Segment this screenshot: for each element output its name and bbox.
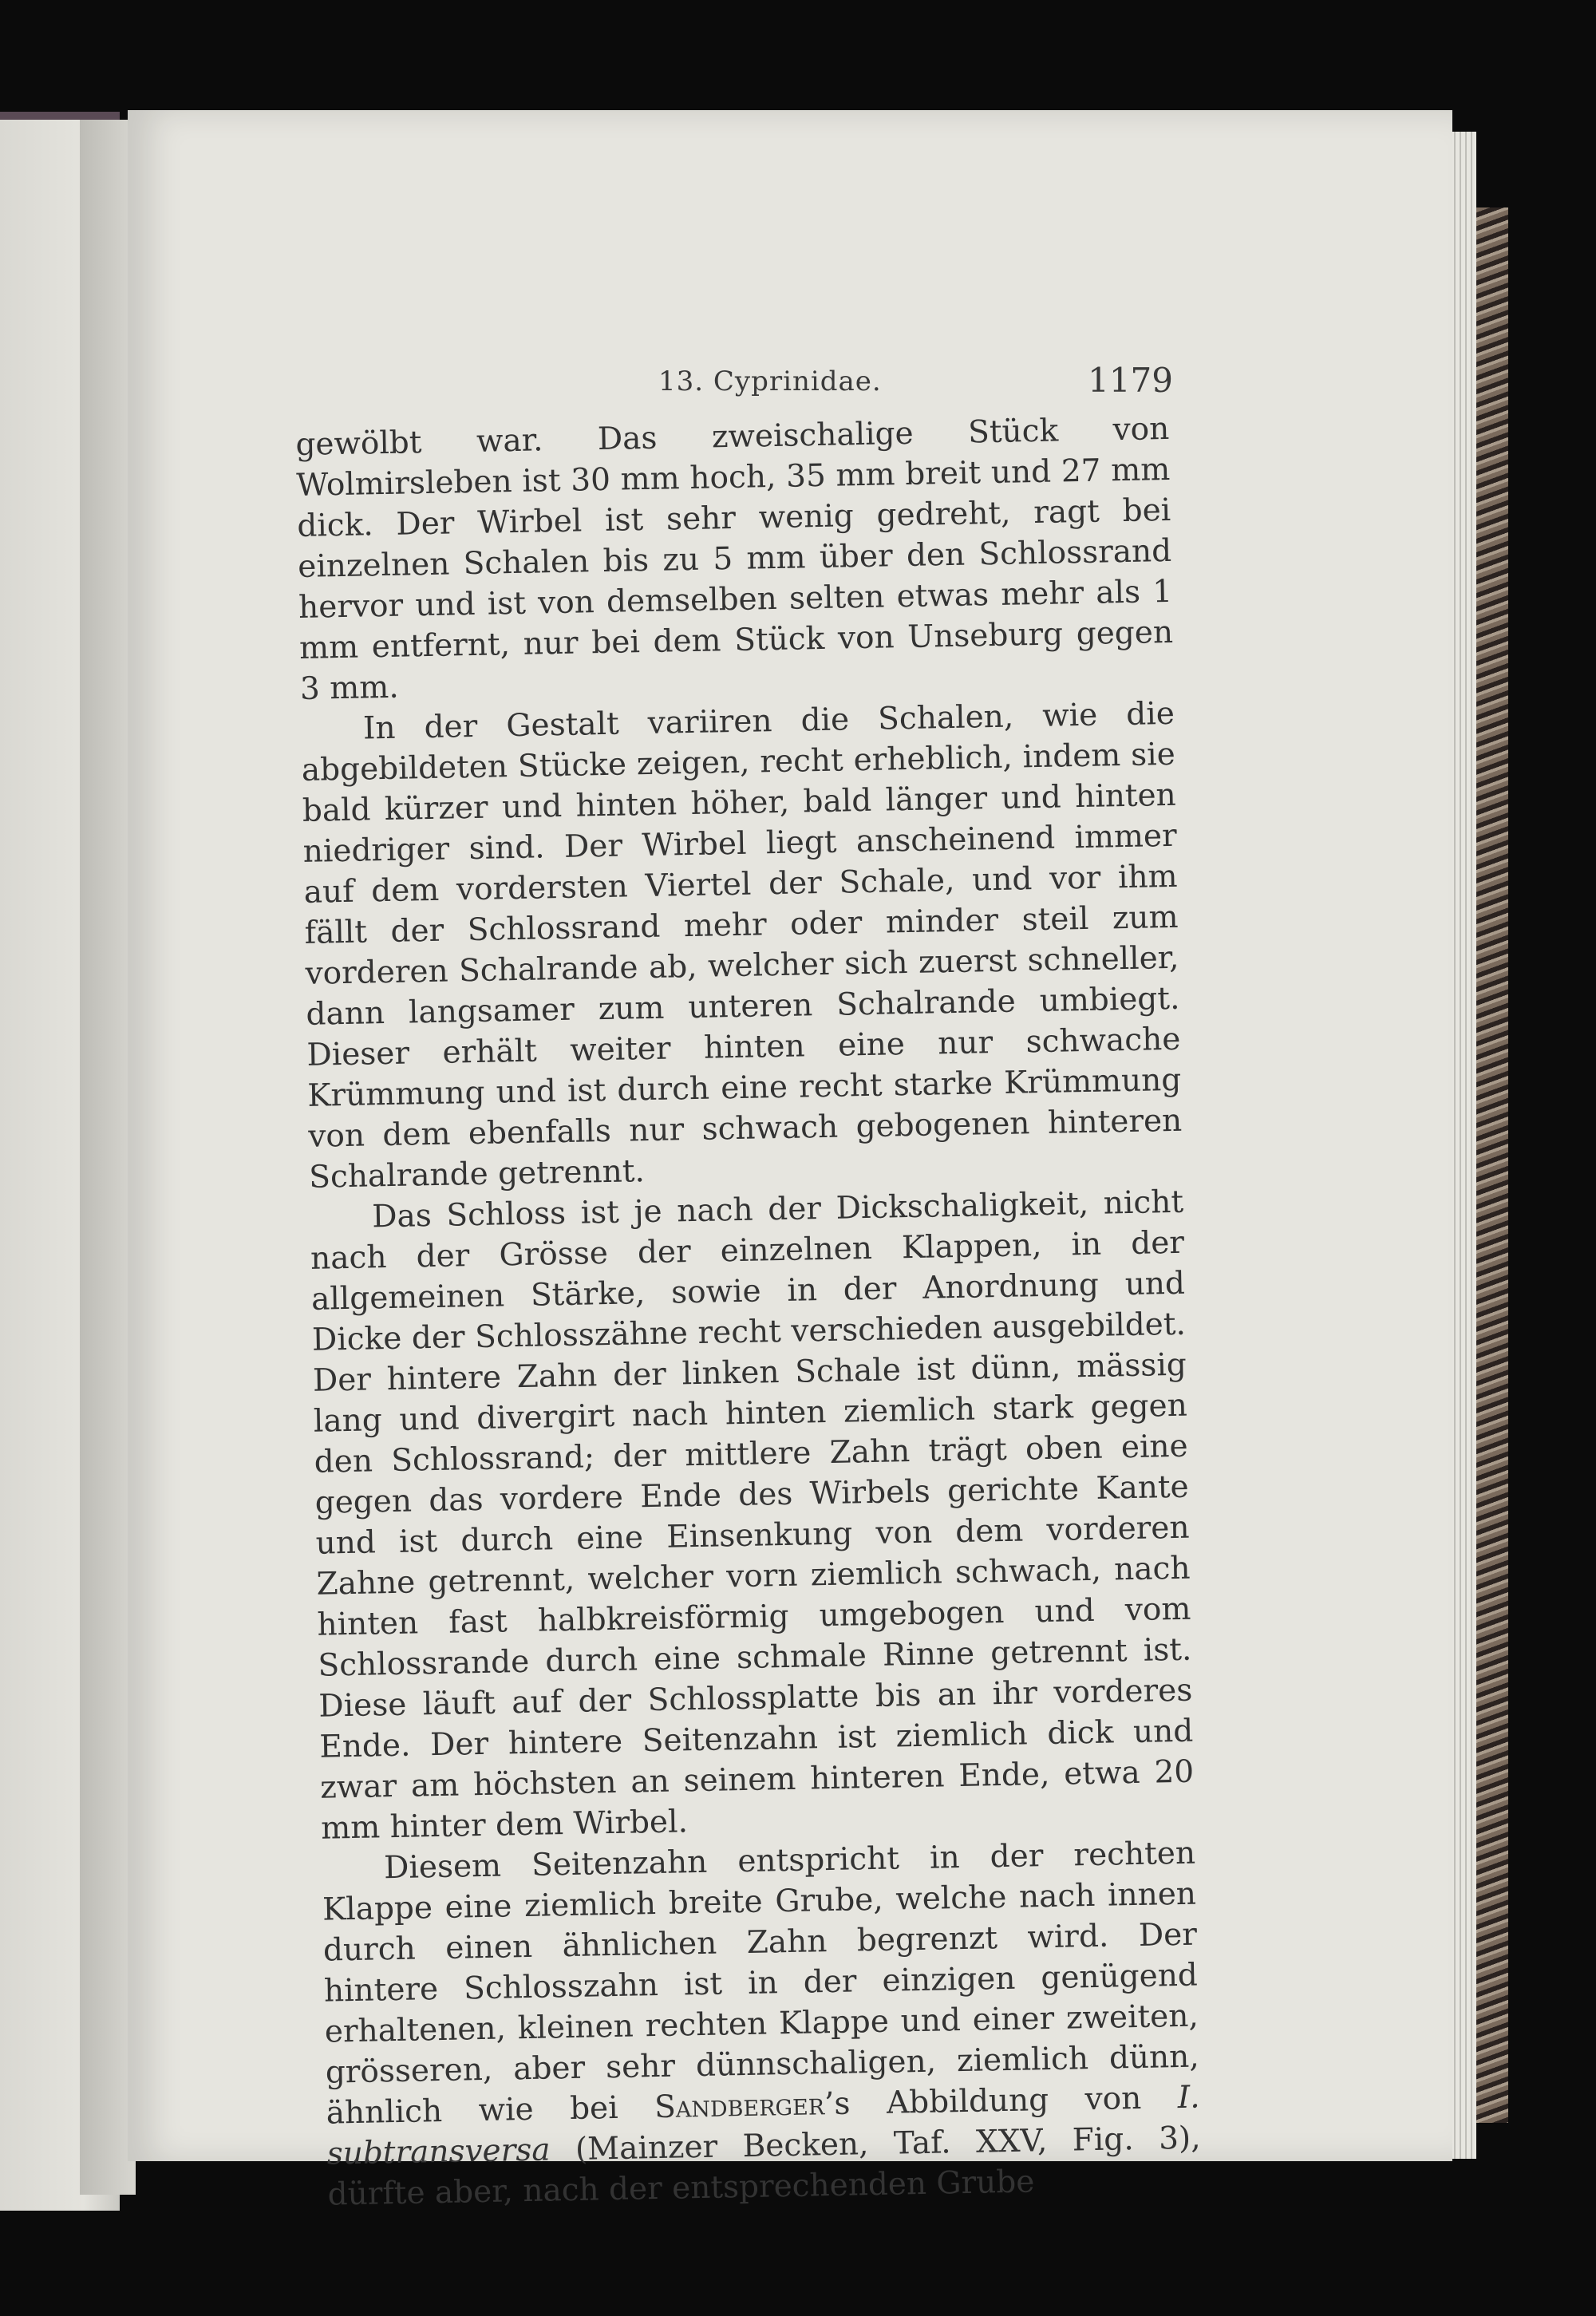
- paragraph-4-text: Diesem Seitenzahn entspricht in der rechten Klappe eine ziemlich breite Grube, welche nach innen durch einen ähnlichen Zahn begrenzt wird. Der hintere Schlosszahn ist in der einzigen genügend erhaltenen, kleinen rechten Klappe und einer zweiten, grösseren, aber sehr dünnschaligen, ziemlich dünn, ähnlich wie bei: [322, 1835, 1200, 2132]
- paragraph-1: gewölbt war. Das zweischalige Stück von Wolmirsleben ist 30 mm hoch, 35 mm breit und 27 mm dick. Der Wirbel ist sehr wenig gedreht, ragt bei einzelnen Schalen bis zu 5 mm über den Schlossrand hervor und ist von demselben selten etwas mehr als 1 mm entfernt, nur bei dem Stück von Unseburg gegen 3 mm.: [295, 410, 1174, 707]
- author-name: Sandberger: [654, 2086, 825, 2126]
- running-head: 13. Cyprinidae.: [658, 366, 882, 397]
- page-number: 1179: [1088, 361, 1173, 400]
- body-text: [295, 409, 1202, 2215]
- marbled-page-edge: [1476, 207, 1508, 2123]
- paragraph-3: Das Schloss ist je nach der Dickschaligkeit, nicht nach der Grösse der einzelnen Klappen, in der allgemeinen Stärke, sowie in der Anordnung und Dicke der Schlosszähne recht verschieden ausgebildet. Der hintere Zahn der linken Schale ist dünn, mässig lang und divergirt nach hinten ziemlich stark gegen den Schlossrand; der mittlere Zahn trägt oben eine gegen das vordere Ende des Wirbels gerichte Kante und ist durch eine Einsenkung von dem vorderen Zahne getrennt, welcher vorn ziemlich schwach, nach hinten fast halbkreisförmig umgebogen und vom Schlossrande durch eine schmale Rinne getrennt ist. Diese läuft auf der Schlossplatte bis an ihr vorderes Ende. Der hintere Seitenzahn ist ziemlich dick und zwar am höchsten an seinem hinteren Ende, etwa 20 mm hinter dem Wirbel.: [310, 1184, 1195, 1847]
- paragraph-2: In der Gestalt variiren die Schalen, wie die abgebildeten Stücke zeigen, recht erheblich, indem sie bald kürzer und hinten höher, bald länger und hinten niedriger sind. Der Wirbel liegt anscheinend immer auf dem vordersten Viertel der Schale, und vor ihm fällt der Schlossrand mehr oder minder steil zum vorderen Schalrande ab, welcher sich zuerst schneller, dann langsamer zum unteren Schalrande umbiegt. Dieser erhält weiter hinten eine nur schwache Krümmung und ist durch eine recht starke Krümmung von dem ebenfalls nur schwach gebogenen hinteren Schalrande getrennt.: [301, 695, 1183, 1196]
- paragraph-4-end: (Mainzer Becken, Taf. XXV, Fig. 3), dürfte aber, nach der entsprechenden Grube: [327, 2120, 1201, 2213]
- species-name: I. subtransversa: [326, 2079, 1200, 2172]
- paragraph-4-between: ’s Abbildung von: [824, 2080, 1142, 2123]
- paragraph-4: [322, 1833, 1202, 2215]
- page-header: [295, 361, 1173, 413]
